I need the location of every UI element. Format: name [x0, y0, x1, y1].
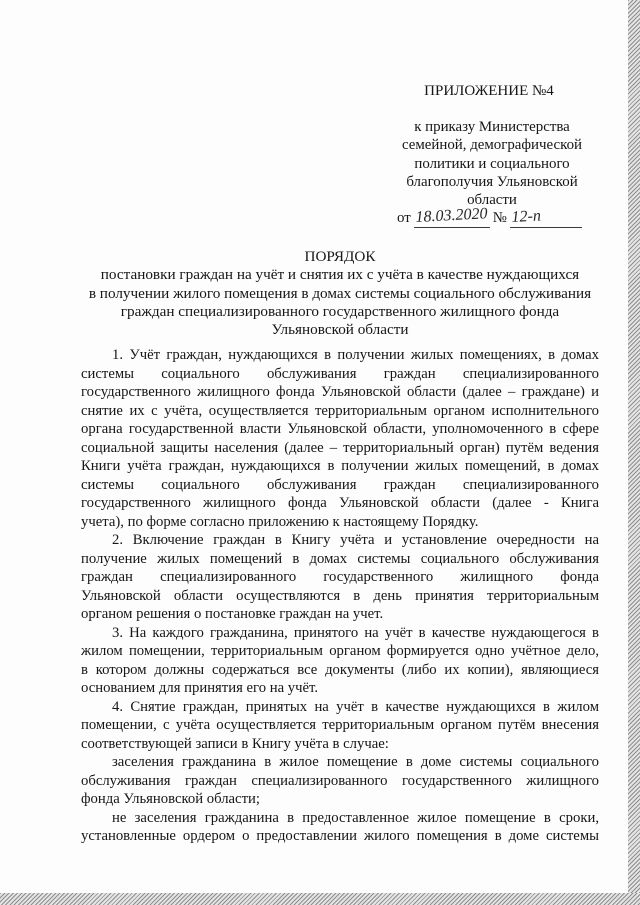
paragraph-line: не заселения гражданина в предоставленное жилое помещение в сроки, — [112, 809, 599, 826]
paragraph-2 — [81, 531, 599, 624]
document-title: ПОРЯДОК — [304, 248, 376, 265]
paragraph-line: органа государственной власти Ульяновской области, уполномоченного в сфере — [81, 421, 599, 437]
date-prefix: от — [397, 210, 411, 227]
paragraph-line: соответствующей записи в Книгу учёта в случае: — [81, 735, 389, 752]
number-fill-line — [510, 207, 582, 228]
paragraph-line: установленные ордером о предоставлении жилого помещения в доме системы — [81, 828, 599, 844]
paragraph-3 — [81, 624, 599, 698]
scan-edge-right — [628, 0, 640, 905]
paragraph-line: граждан специализированного государственного жилищного фонда — [81, 569, 599, 585]
paragraph-line: основанием для принятия его на учёт. — [81, 680, 318, 696]
paragraph-4 — [81, 698, 599, 754]
paragraph-line: в котором должны содержаться все документы (либо их копии), являющиеся — [81, 661, 599, 678]
date-fill-line — [414, 205, 490, 228]
handwritten-number: 12-п — [511, 207, 542, 226]
paragraph-line: снятие их с учёта, осуществляется территориальным органом исполнительного — [81, 402, 599, 419]
paragraph-line: государственного жилищного фонда Ульяновской области (далее – граждане) и — [81, 384, 599, 400]
paragraph-line: получение жилых помещений в домах системы социального обслуживания — [81, 550, 599, 567]
paragraph-line: Книги учёта граждан, нуждающихся в получении жилых помещений, в домах — [81, 458, 599, 474]
order-reference-line: политики и социального — [414, 155, 570, 172]
paragraph-5 — [81, 753, 599, 809]
number-sign: № — [492, 210, 507, 227]
handwritten-date: 18.03.2020 — [414, 205, 488, 226]
document-subtitle-line: граждан специализированного государственного жилищного фонда — [120, 302, 560, 320]
paragraph-line: заселения гражданина в жилое помещение в доме системы социального — [112, 754, 599, 770]
order-reference-line: благополучия Ульяновской — [406, 173, 578, 190]
paragraph-line: 3. На каждого гражданина, принятого на учёт в качестве нуждающегося в — [112, 624, 599, 641]
paragraph-line: социальной защиты населения (далее – территориальный орган) путём ведения — [81, 439, 599, 456]
paragraph-1 — [81, 346, 599, 531]
paragraph-line: 2. Включение граждан в Книгу учёта и установление очередности на — [112, 532, 599, 548]
paragraph-line: 4. Снятие граждан, принятых на учёт в качестве нуждающихся в жилом — [112, 698, 599, 715]
order-reference-line: к приказу Министерства — [414, 119, 570, 135]
paragraph-line: Ульяновской области осуществляются в день принятия территориальным — [81, 587, 599, 604]
order-date-row — [397, 205, 587, 227]
document-body — [81, 346, 599, 846]
paragraph-6 — [81, 809, 599, 846]
document-subtitle-line: постановки граждан на учёт и снятия их с учёта в качестве нуждающихся — [100, 266, 580, 284]
paragraph-line: учета), по форме согласно приложению к настоящему Порядку. — [81, 513, 479, 530]
paragraph-line: обслуживания граждан специализированного государственного жилищного — [81, 772, 599, 789]
paragraph-line: помещении, с учёта осуществляется территориальным органом путём внесения — [81, 717, 599, 733]
paragraph-line: органом решения о постановке граждан на учет. — [81, 606, 384, 622]
paragraph-line: государственного жилищного фонда Ульяновской области (далее - Книга — [81, 495, 599, 511]
document-subtitle-line: Ульяновской области — [271, 321, 409, 339]
scan-edge-bottom — [0, 893, 640, 905]
paragraph-line: жилом помещении, территориальным органом формируется одно учётное дело, — [81, 643, 599, 659]
paragraph-line: 1. Учёт граждан, нуждающихся в получении жилых помещениях, в домах — [112, 347, 599, 363]
document-subtitle-line: в получении жилого помещения в домах системы социального обслуживания — [88, 284, 592, 302]
paragraph-line: системы социального обслуживания граждан специализированного — [81, 365, 599, 382]
order-reference — [397, 118, 587, 228]
paragraph-line: системы социального обслуживания граждан специализированного — [81, 476, 599, 493]
order-reference-line: семейной, демографической — [401, 137, 583, 154]
paragraph-line: фонда Ульяновской области; — [81, 791, 260, 807]
order-reference-line: области — [467, 192, 517, 209]
appendix-title: ПРИЛОЖЕНИЕ №4 — [424, 83, 554, 99]
document-title-block — [80, 248, 600, 339]
